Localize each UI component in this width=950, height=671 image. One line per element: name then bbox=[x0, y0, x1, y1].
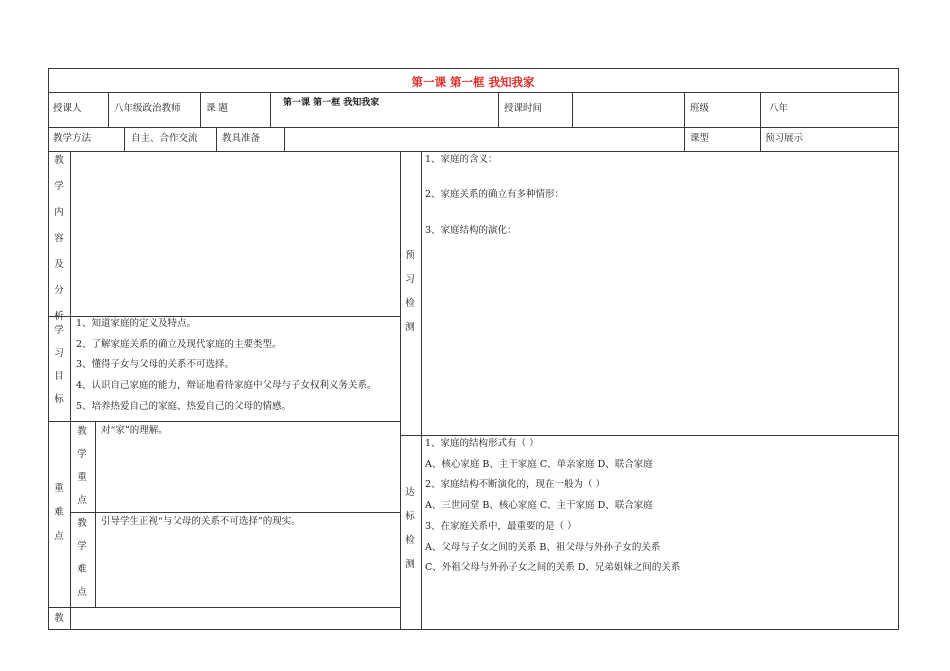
difficult-point-text: 引导学生正视“与父母的关系不可选择”的现实。 bbox=[101, 516, 301, 527]
preview-check-side-label: 预 习 检 测 bbox=[405, 250, 415, 333]
goal-item: 1、知道家庭的定义及特点。 bbox=[76, 318, 197, 329]
goal-item: 5、培养热爱自己的家庭、热爱自己的父母的情感。 bbox=[76, 401, 292, 412]
type-label: 课型 bbox=[690, 133, 710, 144]
key-point-text: 对“家”的理解。 bbox=[101, 425, 168, 436]
type-value: 预习展示 bbox=[765, 133, 804, 144]
mastery-item: C、外祖父母与外孙子女之间的关系 D、兄弟姐妹之间的关系 bbox=[425, 562, 681, 573]
mastery-item: 3、在家庭关系中，最重要的是（ ） bbox=[425, 521, 577, 532]
teacher-label: 授课人 bbox=[53, 103, 82, 114]
key-points-side-label: 重 难 点 bbox=[54, 483, 64, 542]
class-value: 八年 bbox=[769, 103, 789, 114]
preview-item: 3、家庭结构的演化： bbox=[425, 225, 517, 236]
time-label: 授课时间 bbox=[504, 103, 543, 114]
teacher-value: 八年级政治教师 bbox=[114, 103, 181, 114]
preview-item: 1、家庭的含义： bbox=[425, 154, 498, 165]
method-label: 教学方法 bbox=[53, 133, 92, 144]
bottom-side-label: 教 bbox=[54, 613, 64, 624]
method-value: 自主、合作交流 bbox=[131, 133, 198, 144]
mastery-item: A、核心家庭 B、主干家庭 C、单亲家庭 D、联合家庭 bbox=[425, 459, 653, 470]
mastery-item: A、三世同堂 B、核心家庭 C、主干家庭 D、联合家庭 bbox=[425, 500, 653, 511]
tools-label: 教具准备 bbox=[222, 133, 261, 144]
mastery-item: 2、家庭结构不断演化的，现在一般为（ ） bbox=[425, 479, 606, 490]
topic-label: 课 题 bbox=[206, 103, 229, 114]
mastery-check-side-label: 达 标 检 测 bbox=[405, 487, 415, 570]
difficult-side-label: 教 学 难 点 bbox=[77, 518, 87, 598]
topic-value: 第一课 第一框 我知我家 bbox=[283, 98, 380, 108]
mastery-item: 1、家庭的结构形式有（ ） bbox=[425, 438, 539, 449]
class-label: 班级 bbox=[690, 103, 710, 114]
analysis-side-label: 教 学 内 容 及 分 析 bbox=[54, 155, 64, 322]
goal-item: 2、了解家庭关系的确立及现代家庭的主要类型。 bbox=[76, 339, 282, 350]
goals-side-label: 学 习 目 标 bbox=[54, 325, 64, 405]
preview-item: 2、家庭关系的确立有多种情形： bbox=[425, 189, 565, 200]
mastery-item: A、父母与子女之间的关系 B、祖父母与外孙子女的关系 bbox=[425, 542, 661, 553]
document-title: 第一课 第一框 我知我家 bbox=[411, 75, 535, 89]
goal-item: 3、懂得子女与父母的关系不可选择。 bbox=[76, 359, 235, 370]
goal-item: 4、认识自己家庭的能力，辩证地看待家庭中父母与子女权利义务关系。 bbox=[76, 380, 377, 391]
key-side-label: 教 学 重 点 bbox=[77, 426, 87, 506]
